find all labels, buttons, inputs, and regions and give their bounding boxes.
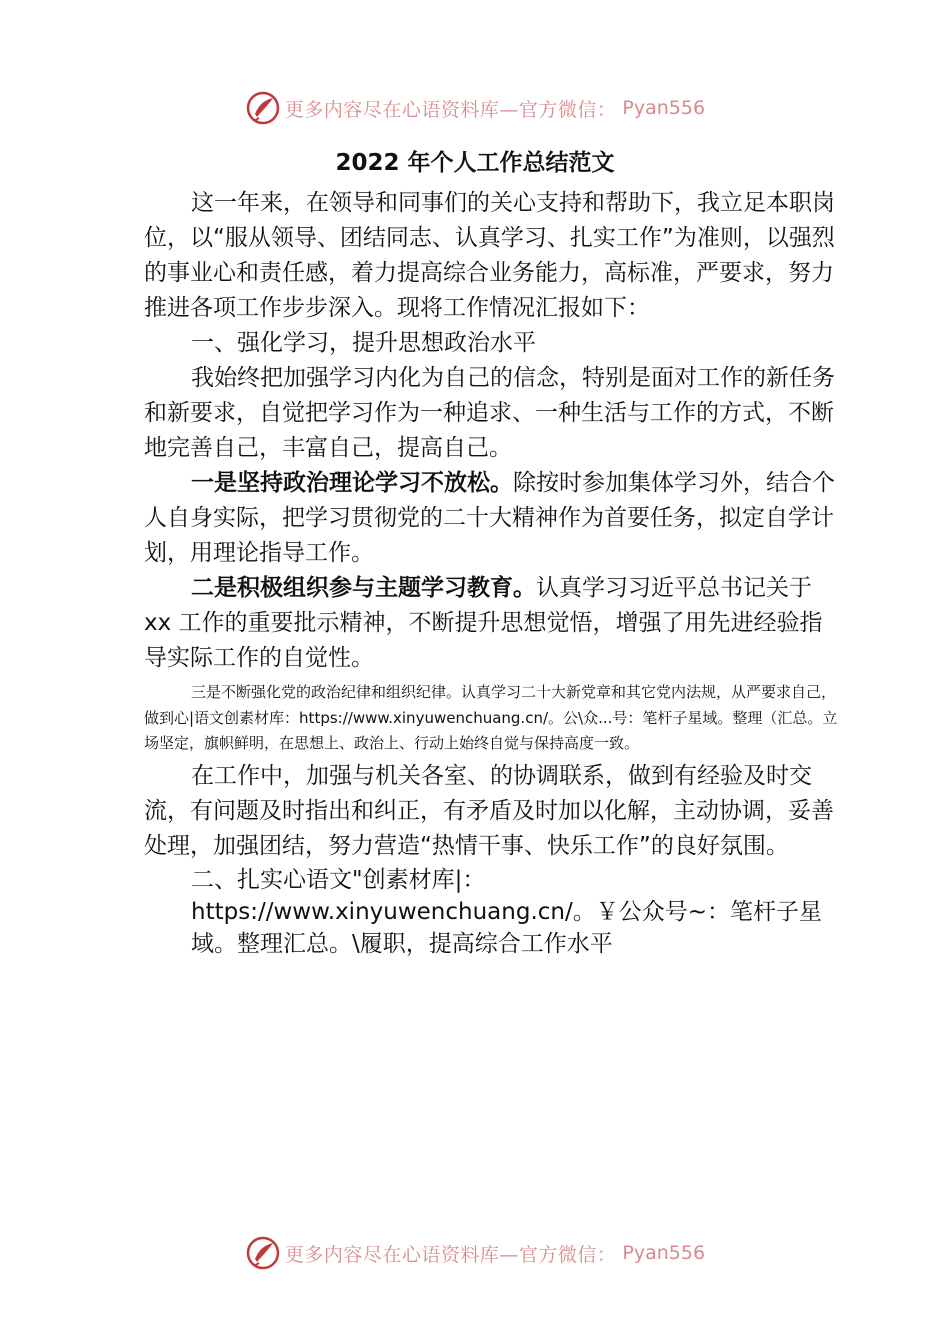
- point1-bold-lead: 一是坚持政治理论学习不放松。: [191, 470, 513, 496]
- footer-banner-text: 更多内容尽在心语资料库—官方微信：: [284, 1243, 617, 1266]
- point1-paragraph: [144, 466, 844, 571]
- section1-paragraph: 我始终把加强学习内化为自己的信念，特别是面对工作的新任务和新要求，自觉把学习作为一种追求、一种生活与工作的方式，不断地完善自己，丰富自己，提高自己。: [144, 365, 835, 461]
- brush-logo-icon: [245, 1235, 281, 1271]
- intro-paragraph: 这一年来，在领导和同事们的关心支持和帮助下，我立足本职岗位，以“服从领导、团结同志、认真学习、扎实工作”为准则，以强烈的事业心和责任感，着力提高综合业务能力，高标准，严要求，努力推进各项工作步步深入。现将工作情况汇报如下：: [144, 190, 835, 321]
- section2-heading: 二、扎实心语文"创素材库|：https://www.xinyuwenchuang.cn/。￥公众号~：笔杆子星域。整理汇总。\履职，提高综合工作水平: [191, 866, 823, 957]
- brush-logo-icon: [245, 90, 281, 126]
- point2-bold-lead: 二是积极组织参与主题学习教育。: [191, 575, 536, 601]
- point3-small-paragraph: 三是不断强化党的政治纪律和组织纪律。认真学习二十大新党章和其它党内法规，从严要求自己，做到心|语文创素材库：https://www.xinyuwenchuang.cn/。公\众...号：笔杆子星域。整理（汇总。立场坚定，旗帜鲜明，在思想上、政治上、行动上始终自觉与保持高度一致。: [144, 683, 838, 752]
- footer-banner-wechat-id: Pyan556: [622, 1242, 706, 1264]
- point1-text: 除按时参加集体学习外，结合个人自身实际，把学习贯彻党的二十大精神作为首要任务，拟定自学计划，用理论指导工作。: [144, 470, 835, 566]
- header-banner-text: 更多内容尽在心语资料库—官方微信：: [284, 98, 617, 121]
- work-paragraph: 在工作中，加强与机关各室、的协调联系，做到有经验及时交流，有问题及时指出和纠正，有矛盾及时加以化解，主动协调，妥善处理，加强团结，努力营造“热情干事、快乐工作”的良好氛围。: [144, 762, 834, 859]
- footer-banner: [0, 1233, 950, 1273]
- header-banner-wechat-id: Pyan556: [622, 97, 706, 119]
- point2-paragraph: [144, 571, 844, 676]
- header-banner: [0, 88, 950, 128]
- section1-heading: 一、强化学习，提升思想政治水平: [191, 330, 536, 356]
- document-body: [144, 186, 844, 960]
- point2-text: 认真学习习近平总书记关于 xx 工作的重要批示精神，不断提升思想觉悟，增强了用先进经验指导实际工作的自觉性。: [144, 575, 823, 671]
- document-title: 2022 年个人工作总结范文: [335, 150, 615, 176]
